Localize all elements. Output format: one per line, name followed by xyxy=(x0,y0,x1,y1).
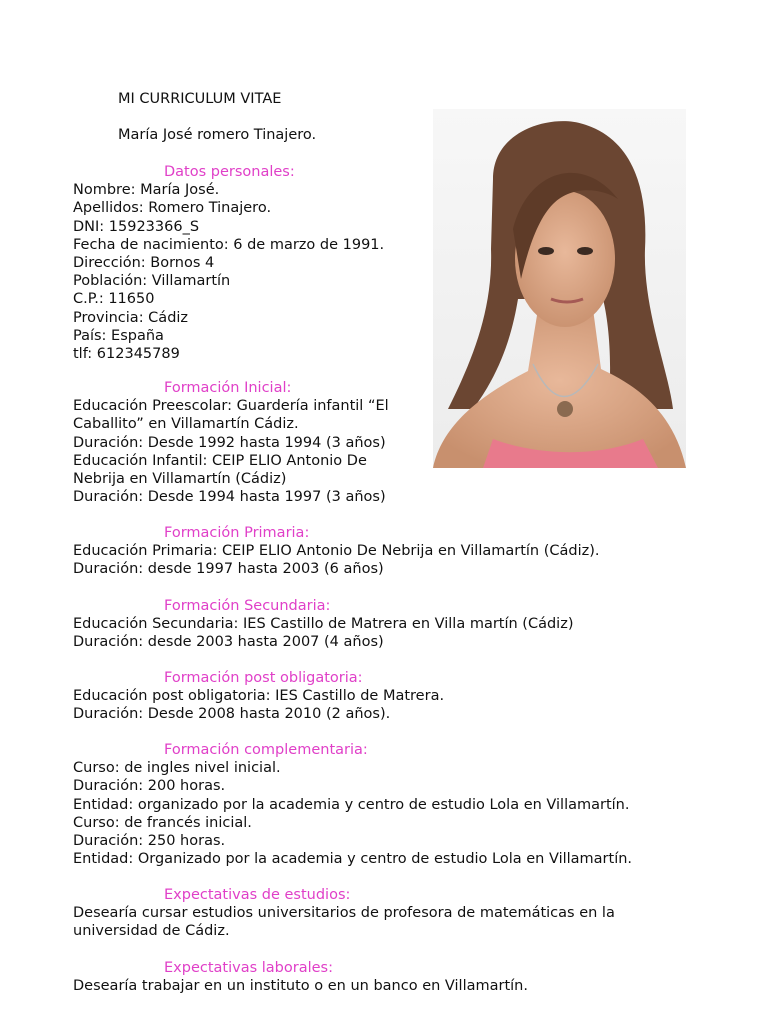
personal-line: Provincia: Cádiz xyxy=(73,309,189,326)
complementary-line: Entidad: organizado por la academia y centro de estudio Lola en Villamartín. xyxy=(73,796,630,813)
section-primary xyxy=(73,524,600,579)
portrait-photo-icon xyxy=(433,109,686,468)
section-personal xyxy=(73,163,384,363)
personal-line: DNI: 15923366_S xyxy=(73,218,200,235)
personal-line: Nombre: María José. xyxy=(73,182,220,199)
personal-line: C.P.: 11650 xyxy=(73,291,155,308)
secondary-line: Educación Secundaria: IES Castillo de Matrera en Villa martín (Cádiz) xyxy=(73,616,574,633)
section-secondary xyxy=(73,597,573,652)
author-name: María José romero Tinajero. xyxy=(118,127,317,143)
initial-line: Educación Preescolar: Guardería infantil “El xyxy=(73,398,389,415)
personal-line: Apellidos: Romero Tinajero. xyxy=(73,200,272,217)
post-line: Duración: Desde 2008 hasta 2010 (2 años). xyxy=(73,706,391,723)
personal-line: Fecha de nacimiento: 6 de marzo de 1991. xyxy=(73,236,385,253)
primary-line: Educación Primaria: CEIP ELIO Antonio De Nebrija en Villamartín (Cádiz). xyxy=(73,543,600,560)
initial-line: Duración: Desde 1992 hasta 1994 (3 años) xyxy=(73,434,386,451)
complementary-line: Curso: de ingles nivel inicial. xyxy=(73,760,281,777)
section-heading: Expectativas laborales: xyxy=(164,960,333,976)
section-heading: Formación Secundaria: xyxy=(164,598,331,614)
personal-line: País: España xyxy=(73,327,164,344)
section-initial xyxy=(73,379,389,506)
complementary-line: Duración: 200 horas. xyxy=(73,778,226,795)
initial-line: Nebrija en Villamartín (Cádiz) xyxy=(73,470,287,487)
personal-line: Dirección: Bornos 4 xyxy=(73,254,215,271)
section-work-expectations xyxy=(73,959,528,995)
section-heading: Formación Primaria: xyxy=(164,525,310,541)
complementary-line: Duración: 250 horas. xyxy=(73,832,226,849)
initial-line: Educación Infantil: CEIP ELIO Antonio De xyxy=(73,452,367,469)
portrait-photo xyxy=(433,109,686,468)
initial-line: Caballito” en Villamartín Cádiz. xyxy=(73,416,299,433)
section-study-expectations xyxy=(73,886,615,941)
post-line: Educación post obligatoria: IES Castillo de Matrera. xyxy=(73,688,445,705)
section-heading: Datos personales: xyxy=(164,164,295,180)
section-heading: Formación complementaria: xyxy=(164,742,368,758)
study-expectations-line: universidad de Cádiz. xyxy=(73,923,230,940)
secondary-line: Duración: desde 2003 hasta 2007 (4 años) xyxy=(73,634,384,651)
complementary-line: Curso: de francés inicial. xyxy=(73,814,252,831)
study-expectations-line: Desearía cursar estudios universitarios de profesora de matemáticas en la xyxy=(73,905,615,922)
section-heading: Expectativas de estudios: xyxy=(164,887,351,903)
personal-line: tlf: 612345789 xyxy=(73,345,180,362)
work-expectations-line: Desearía trabajar en un instituto o en un banco en Villamartín. xyxy=(73,978,528,995)
section-complementary xyxy=(73,741,632,868)
primary-line: Duración: desde 1997 hasta 2003 (6 años) xyxy=(73,561,384,578)
section-post xyxy=(73,669,444,724)
complementary-line: Entidad: Organizado por la academia y centro de estudio Lola en Villamartín. xyxy=(73,851,633,868)
section-heading: Formación post obligatoria: xyxy=(164,670,363,686)
section-heading: Formación Inicial: xyxy=(164,380,292,396)
document-title: MI CURRICULUM VITAE xyxy=(118,91,282,107)
initial-line: Duración: Desde 1994 hasta 1997 (3 años) xyxy=(73,489,386,506)
personal-line: Población: Villamartín xyxy=(73,273,231,290)
